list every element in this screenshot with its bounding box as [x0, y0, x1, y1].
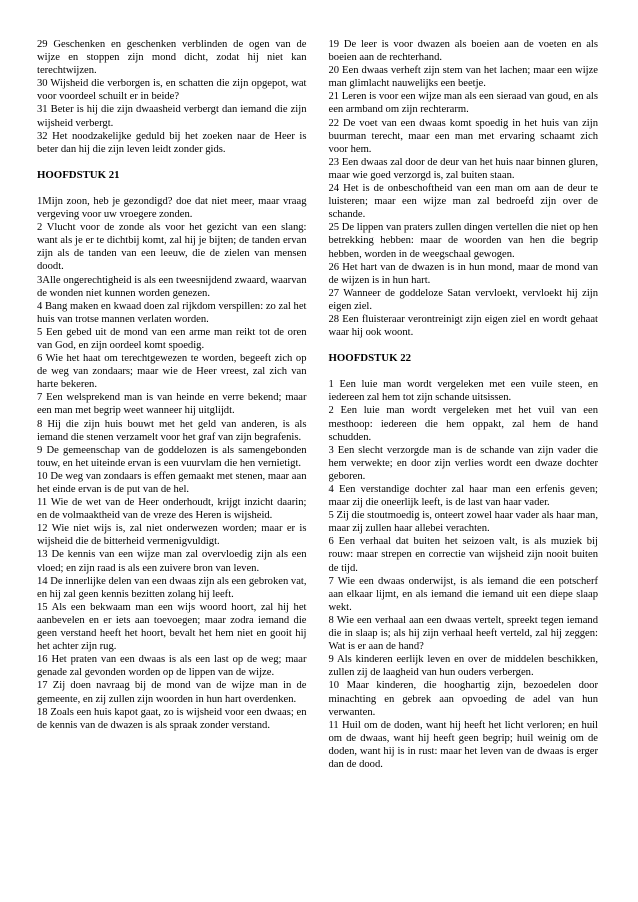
- verse-paragraph: 19 De leer is voor dwazen als boeien aan de voeten en als boeien aan de rechterhand.: [328, 39, 598, 64]
- chapter-heading: HOOFDSTUK 21: [37, 168, 120, 181]
- verse-paragraph: 22 De voet van een dwaas komt spoedig in het huis van zijn buurman terecht, maar een man met ervaring schaamt zich voor hem.: [328, 117, 598, 155]
- verse-paragraph: 4 Bang maken en kwaad doen zal rijkdom verspillen: zo zal het huis van trotse mannen verlaten worden.: [37, 300, 307, 325]
- verse-paragraph: 15 Als een bekwaam man een wijs woord hoort, zal hij het aanbevelen en er iets aan toevoegen; maar zodra iemand die geen verstand heeft het hoort, bevalt het hem niet en gooit hij het achter zijn rug.: [37, 601, 307, 653]
- verse-paragraph: 25 De lippen van praters zullen dingen vertellen die niet op hen betrekking hebben: maar de woorden van hen die begrip hebben, worden in de weegschaal gewogen.: [328, 222, 598, 260]
- verse-paragraph: 5 Zij die stoutmoedig is, onteert zowel haar vader als haar man, maar zij zullen haar allebei verachten.: [328, 510, 598, 535]
- verse-paragraph: 9 De gemeenschap van de goddelozen is als samengebonden touw, en het uiteinde ervan is een vuurvlam die hen vernietigt.: [37, 444, 307, 469]
- verse-paragraph: 4 Een verstandige dochter zal haar man een erfenis geven; maar zij die oneerlijk leeft, is de last van haar vader.: [328, 484, 598, 509]
- verse-paragraph: 31 Beter is hij die zijn dwaasheid verbergt dan iemand die zijn wijsheid verbergt.: [37, 104, 307, 129]
- verse-paragraph: 16 Het praten van een dwaas is als een last op de weg; maar genade zal gevonden worden op de lippen van de wijze.: [37, 654, 307, 679]
- left-column: [37, 38, 307, 902]
- verse-paragraph: 26 Het hart van de dwazen is in hun mond, maar de mond van de wijzen is in hun hart.: [328, 261, 598, 286]
- verse-paragraph: 6 Een verhaal dat buiten het seizoen valt, is als muziek bij rouw: maar strepen en correctie van wijsheid zijn nooit buiten de tijd.: [328, 536, 598, 574]
- verse-paragraph: 23 Een dwaas zal door de deur van het huis naar binnen gluren, maar wie goed verzorgd is, zal buiten staan.: [328, 156, 598, 181]
- verse-paragraph: 32 Het noodzakelijke geduld bij het zoeken naar de Heer is beter dan hij die zijn leven leidt zonder gids.: [37, 130, 307, 155]
- verse-paragraph: 8 Hij die zijn huis bouwt met het geld van anderen, is als iemand die stenen verzamelt voor het graf van zijn begrafenis.: [37, 418, 307, 443]
- verse-paragraph: 8 Wie een verhaal aan een dwaas vertelt, spreekt tegen iemand die in slaap is; als hij zijn verhaal heeft verteld, zal hij zeggen: Wat is er aan de hand?: [328, 614, 598, 653]
- verse-paragraph: 20 Een dwaas verheft zijn stem van het lachen; maar een wijze man glimlacht nauwelijks een beetje.: [328, 65, 598, 90]
- verse-paragraph: 13 De kennis van een wijze man zal overvloedig zijn als een vloed; en zijn raad is als een zuivere bron van leven.: [37, 549, 307, 574]
- left-verses-chapter: [37, 195, 307, 732]
- right-verses-top: [329, 38, 599, 339]
- verse-paragraph: 2 Een luie man wordt vergeleken met het vuil van een mesthoop: iedereen die hem oppakt, zal hem de hand schudden.: [328, 405, 598, 443]
- verse-paragraph: 30 Wijsheid die verborgen is, en schatten die zijn opgepot, wat voor voordeel schuilt er in beide?: [37, 78, 307, 103]
- verse-paragraph: 11 Wie de wet van de Heer onderhoudt, krijgt inzicht daarin; en de volmaaktheid van de vreze des Heren is wijsheid.: [37, 497, 307, 522]
- verse-paragraph: 17 Zij doen navraag bij de mond van de wijze man in de gemeente, en zij zullen zijn woorden in hun hart overdenken.: [37, 680, 307, 705]
- verse-paragraph: 2 Vlucht voor de zonde als voor het gezicht van een slang: want als je er te dichtbij komt, zal hij je bijten; de tanden ervan zijn als de tanden van een leeuw, die de zielen van mensen doodt.: [37, 222, 307, 273]
- verse-paragraph: 5 Een gebed uit de mond van een arme man reikt tot de oren van God, en zijn oordeel komt spoedig.: [37, 326, 307, 351]
- verse-paragraph: 29 Geschenken en geschenken verblinden de ogen van de wijze en stoppen zijn mond dicht, zodat hij niet kan terechtwijzen.: [37, 39, 307, 77]
- verse-paragraph: 27 Wanneer de goddeloze Satan vervloekt, vervloekt hij zijn eigen ziel.: [328, 287, 598, 312]
- verse-paragraph: 10 De weg van zondaars is effen gemaakt met stenen, maar aan het einde ervan is de put van de hel.: [37, 470, 307, 495]
- verse-paragraph: 24 Het is de onbeschoftheid van een man om aan de deur te luisteren; maar een wijze man zal bedroefd zijn over de schande.: [328, 183, 598, 221]
- verse-paragraph: 7 Een welsprekend man is van heinde en verre bekend; maar een man met begrip weet wanneer hij uitglijdt.: [37, 392, 307, 417]
- verse-paragraph: 21 Leren is voor een wijze man als een sieraad van goud, en als een armband om zijn rechterarm.: [328, 91, 598, 116]
- left-verses-top: [37, 38, 307, 156]
- verse-paragraph: 18 Zoals een huis kapot gaat, zo is wijsheid voor een dwaas; en de kennis van de dwazen is als spraak zonder verstand.: [37, 706, 307, 731]
- right-verses-chapter: [329, 378, 599, 771]
- verse-paragraph: 1 Een luie man wordt vergeleken met een vuile steen, en iedereen zal hem tot zijn schande uitsissen.: [328, 379, 598, 404]
- right-column: [329, 38, 599, 902]
- verse-paragraph: 11 Huil om de doden, want hij heeft het licht verloren; en huil om de dwaas, want hij heeft geen begrip; huil weinig om de doden, want hij is in rust: maar het leven van de dwaas is erger dan de dood.: [328, 719, 598, 770]
- verse-paragraph: 9 Als kinderen eerlijk leven en over de middelen beschikken, zullen zij de laagheid van hun ouders verbergen.: [328, 654, 598, 679]
- verse-paragraph: 14 De innerlijke delen van een dwaas zijn als een gebroken vat, en hij zal geen kennis bezitten zolang hij leeft.: [37, 575, 307, 600]
- verse-paragraph: 10 Maar kinderen, die hooghartig zijn, bezoedelen door minachting en gebrek aan opvoeding de adel van hun verwanten.: [328, 680, 598, 718]
- verse-paragraph: 12 Wie niet wijs is, zal niet onderwezen worden; maar er is wijsheid die de bitterheid vermenigvuldigt.: [37, 523, 307, 548]
- verse-paragraph: 6 Wie het haat om terechtgewezen te worden, begeeft zich op de weg van zondaars; maar wie de Heer vreest, zal zich van harte bekeren.: [37, 353, 307, 391]
- verse-paragraph: 3Alle ongerechtigheid is als een tweesnijdend zwaard, waarvan de wonden niet kunnen worden genezen.: [37, 274, 307, 299]
- verse-paragraph: 1Mijn zoon, heb je gezondigd? doe dat niet meer, maar vraag vergeving voor uw vroegere zonden.: [37, 195, 307, 221]
- verse-paragraph: 28 Een fluisteraar verontreinigt zijn eigen ziel en wordt gehaat waar hij ook woont.: [328, 313, 598, 339]
- verse-paragraph: 3 Een slecht verzorgde man is de schande van zijn vader die hem verwekte; en door zijn verlies wordt een dwaze dochter geboren.: [328, 444, 598, 482]
- verse-paragraph: 7 Wie een dwaas onderwijst, is als iemand die een potscherf aan elkaar lijmt, en als iemand die iemand uit een diepe slaap wekt.: [328, 575, 598, 613]
- chapter-heading: HOOFDSTUK 22: [328, 352, 411, 365]
